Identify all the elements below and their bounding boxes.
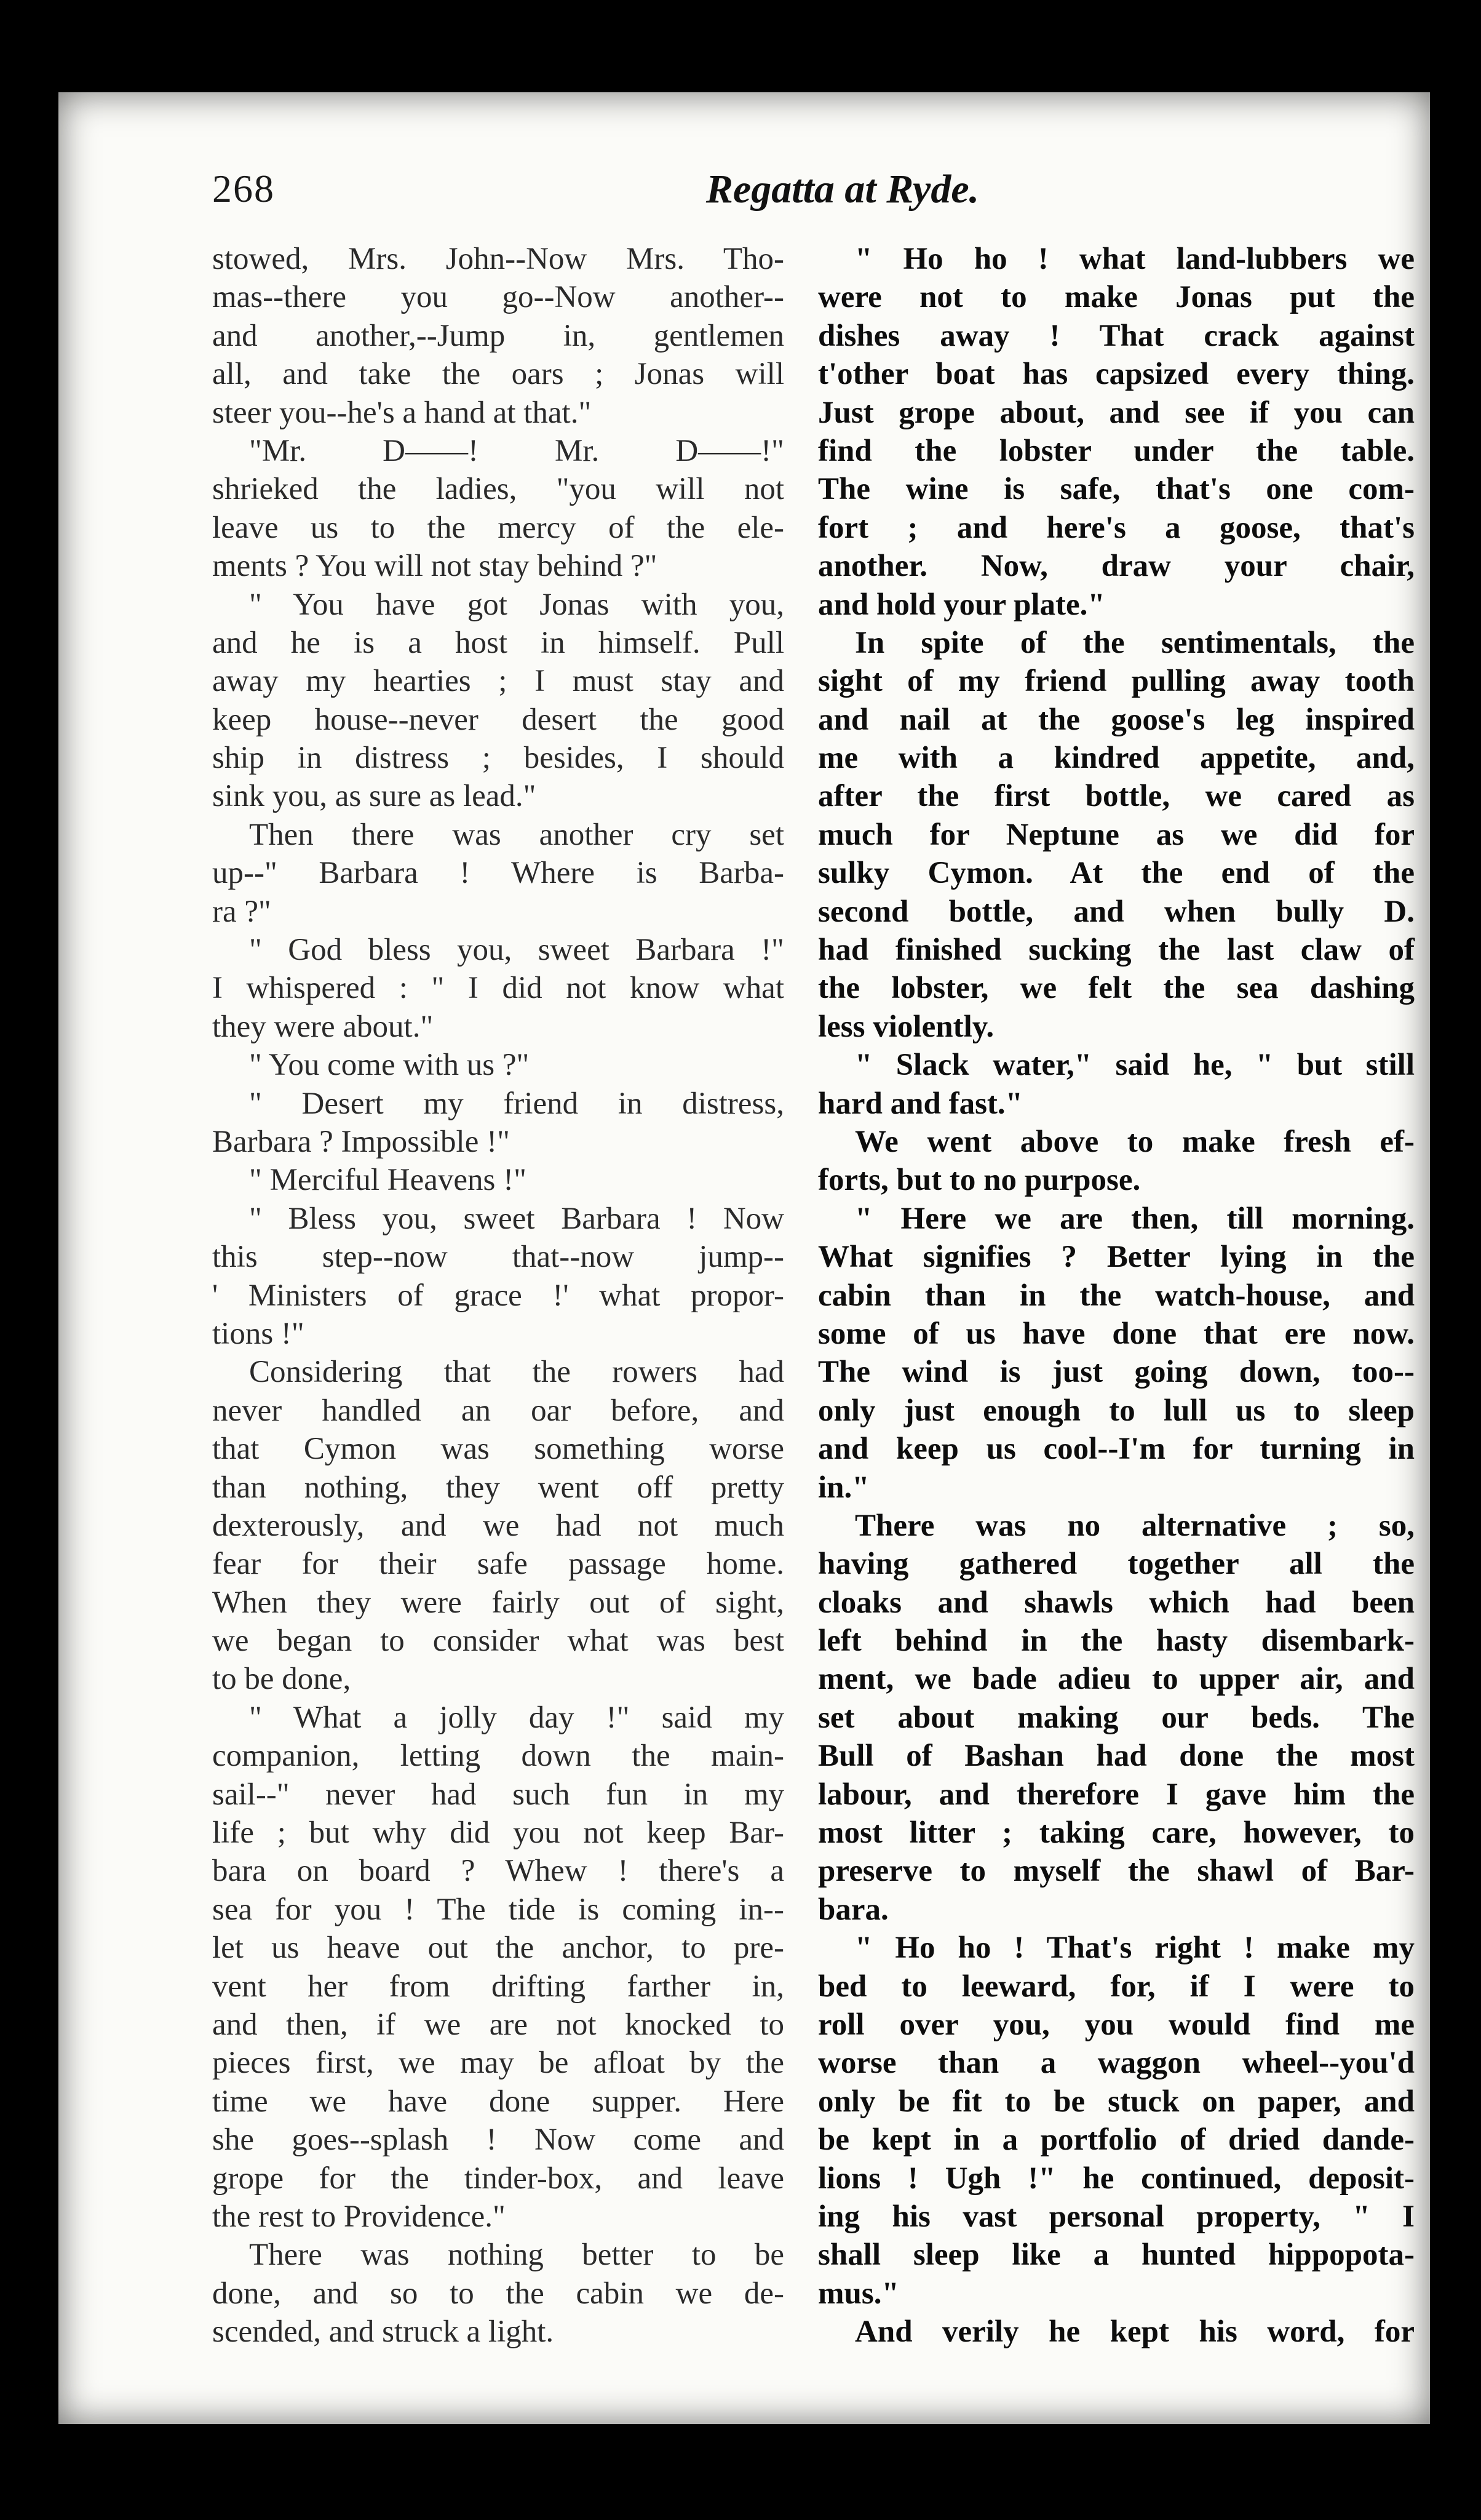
text-line: " Desert my friend in distress,	[249, 1086, 784, 1121]
text-line: Just grope about, and see if you can	[818, 395, 1415, 430]
running-title: Regatta at Ryde.	[705, 167, 980, 212]
text-line: " You have got Jonas with you,	[249, 587, 784, 622]
text-line: sail--" never had such fun in my	[212, 1777, 784, 1812]
text-line: fear for their safe passage home.	[212, 1547, 784, 1582]
text-line: mas--there you go--Now another--	[212, 280, 784, 315]
page-header	[212, 166, 1473, 234]
text-line: " Ho ho ! That's right ! make my	[855, 1931, 1415, 1966]
text-line: scended, and struck a light.	[212, 2315, 554, 2350]
text-line: When they were fairly out of sight,	[212, 1585, 784, 1620]
text-line: Considering that the rowers had	[249, 1355, 784, 1390]
text-line: the lobster, we felt the sea dashing	[818, 971, 1415, 1006]
text-line: " Slack water," said he, " but still	[855, 1048, 1415, 1083]
text-line: after the first bottle, we cared as	[818, 779, 1415, 814]
text-line: had finished sucking the last claw of	[818, 933, 1415, 968]
text-line: preserve to myself the shawl of Bar-	[818, 1854, 1415, 1889]
text-line: leave us to the mercy of the ele-	[212, 510, 784, 545]
text-line: There was nothing better to be	[249, 2238, 784, 2273]
text-line: to be done,	[212, 1662, 351, 1697]
text-line: ments ? You will not stay behind ?"	[212, 549, 657, 584]
text-line: were not to make Jonas put the	[818, 280, 1415, 315]
text-line: the rest to Providence."	[212, 2199, 506, 2234]
text-line: steer you--he's a hand at that."	[212, 395, 592, 430]
text-line: We went above to make fresh ef-	[855, 1124, 1415, 1159]
text-line: and then, if we are not knocked to	[212, 2007, 784, 2042]
text-line: keep house--never desert the good	[212, 702, 784, 737]
text-line: in."	[818, 1470, 870, 1505]
text-line: left behind in the hasty disembark-	[818, 1624, 1415, 1659]
text-line: dishes away ! That crack against	[818, 318, 1415, 353]
text-line: shrieked the ladies, "you will not	[212, 472, 784, 507]
text-line: and keep us cool--I'm for turning in	[818, 1432, 1415, 1467]
text-line: life ; but why did you not keep Bar-	[212, 1816, 784, 1851]
text-line: sulky Cymon. At the end of the	[818, 856, 1415, 891]
text-line: let us heave out the anchor, to pre-	[212, 1931, 784, 1966]
text-line: away my hearties ; I must stay and	[212, 664, 784, 699]
text-line: set about making our beds. The	[818, 1700, 1415, 1735]
text-line: The wind is just going down, too--	[818, 1355, 1415, 1390]
text-line: second bottle, and when bully D.	[818, 894, 1415, 929]
text-line: " You come with us ?"	[249, 1048, 530, 1083]
text-line: Bull of Bashan had done the most	[818, 1739, 1415, 1774]
text-line: only be fit to be stuck on paper, and	[818, 2084, 1415, 2119]
text-line: t'other boat has capsized every thing.	[818, 357, 1415, 392]
text-line: than nothing, they went off pretty	[212, 1470, 784, 1505]
text-line: much for Neptune as we did for	[818, 817, 1415, 852]
text-line: Then there was another cry set	[249, 817, 784, 852]
text-line: lions ! Ugh !" he continued, deposit-	[818, 2161, 1415, 2196]
text-line: sink you, as sure as lead."	[212, 779, 536, 814]
text-line: some of us have done that ere now.	[818, 1316, 1415, 1351]
text-line: " God bless you, sweet Barbara !"	[249, 933, 784, 968]
text-line: up--" Barbara ! Where is Barba-	[212, 856, 784, 891]
text-line: vent her from drifting farther in,	[212, 1969, 784, 2004]
text-line: mus."	[818, 2276, 899, 2311]
text-line: What signifies ? Better lying in the	[818, 1240, 1415, 1275]
text-line: find the lobster under the table.	[818, 433, 1415, 468]
text-line: time we have done supper. Here	[212, 2084, 784, 2119]
text-line: companion, letting down the main-	[212, 1739, 784, 1774]
right-text-column	[818, 240, 1415, 2351]
text-line: " Bless you, sweet Barbara ! Now	[249, 1201, 784, 1236]
text-line: stowed, Mrs. John--Now Mrs. Tho-	[212, 242, 784, 276]
text-line: and hold your plate."	[818, 587, 1105, 622]
text-line: all, and take the oars ; Jonas will	[212, 357, 784, 392]
text-line: ship in distress ; besides, I should	[212, 741, 784, 776]
text-line: only just enough to lull us to sleep	[818, 1393, 1415, 1428]
text-line: pieces first, we may be afloat by the	[212, 2046, 784, 2081]
text-line: tions !"	[212, 1316, 304, 1351]
text-line: shall sleep like a hunted hippopota-	[818, 2238, 1415, 2273]
text-line: fort ; and here's a goose, that's	[818, 510, 1415, 545]
text-line: hard and fast."	[818, 1086, 1023, 1121]
text-line: that Cymon was something worse	[212, 1432, 784, 1467]
text-line: sight of my friend pulling away tooth	[818, 664, 1415, 699]
text-line: There was no alternative ; so,	[855, 1508, 1415, 1543]
text-line: " What a jolly day !" said my	[249, 1700, 784, 1735]
text-line: never handled an oar before, and	[212, 1393, 784, 1428]
text-line: worse than a waggon wheel--you'd	[818, 2046, 1415, 2081]
page-number: 268	[212, 167, 275, 210]
text-line: most litter ; taking care, however, to	[818, 1816, 1415, 1851]
text-line: bed to leeward, for, if I were to	[818, 1969, 1415, 2004]
text-line: Barbara ? Impossible !"	[212, 1124, 510, 1159]
text-line: and nail at the goose's leg inspired	[818, 702, 1415, 737]
text-line: cloaks and shawls which had been	[818, 1585, 1415, 1620]
text-line: ment, we bade adieu to upper air, and	[818, 1662, 1415, 1697]
text-line: " Here we are then, till morning.	[855, 1201, 1415, 1236]
text-line: " Ho ho ! what land-lubbers we	[855, 242, 1415, 276]
text-line: " Merciful Heavens !"	[249, 1163, 526, 1198]
text-line: cabin than in the watch-house, and	[818, 1278, 1415, 1313]
text-line: and he is a host in himself. Pull	[212, 625, 784, 660]
text-line: ra ?"	[212, 894, 271, 929]
text-line: The wine is safe, that's one com-	[818, 472, 1415, 507]
text-line: less violently.	[818, 1009, 995, 1044]
text-line: And verily he kept his word, for	[855, 2315, 1415, 2350]
text-line: me with a kindred appetite, and,	[818, 741, 1415, 776]
text-line: ing his vast personal property, " I	[818, 2199, 1415, 2234]
text-line: ' Ministers of grace !' what propor-	[212, 1278, 784, 1313]
text-line: dexterously, and we had not much	[212, 1508, 784, 1543]
text-line: bara.	[818, 1892, 889, 1927]
text-line: forts, but to no purpose.	[818, 1163, 1141, 1198]
text-line: having gathered together all the	[818, 1547, 1415, 1582]
text-line: sea for you ! The tide is coming in--	[212, 1892, 784, 1927]
text-line: this step--now that--now jump--	[212, 1240, 784, 1275]
text-line: "Mr. D——! Mr. D——!"	[249, 433, 784, 468]
text-line: grope for the tinder-box, and leave	[212, 2161, 784, 2196]
left-text-column	[212, 240, 784, 2351]
text-line: I whispered : " I did not know what	[212, 971, 784, 1006]
text-line: be kept in a portfolio of dried dande-	[818, 2123, 1415, 2158]
text-line: we began to consider what was best	[212, 1624, 784, 1659]
text-line: another. Now, draw your chair,	[818, 549, 1415, 584]
text-line: labour, and therefore I gave him the	[818, 1777, 1415, 1812]
text-line: they were about."	[212, 1009, 434, 1044]
text-line: and another,--Jump in, gentlemen	[212, 318, 784, 353]
text-line: bara on board ? Whew ! there's a	[212, 1854, 784, 1889]
text-line: roll over you, you would find me	[818, 2007, 1415, 2042]
text-line: done, and so to the cabin we de-	[212, 2276, 784, 2311]
text-line: she goes--splash ! Now come and	[212, 2123, 784, 2158]
text-line: In spite of the sentimentals, the	[855, 625, 1415, 660]
book-page	[58, 92, 1430, 2424]
